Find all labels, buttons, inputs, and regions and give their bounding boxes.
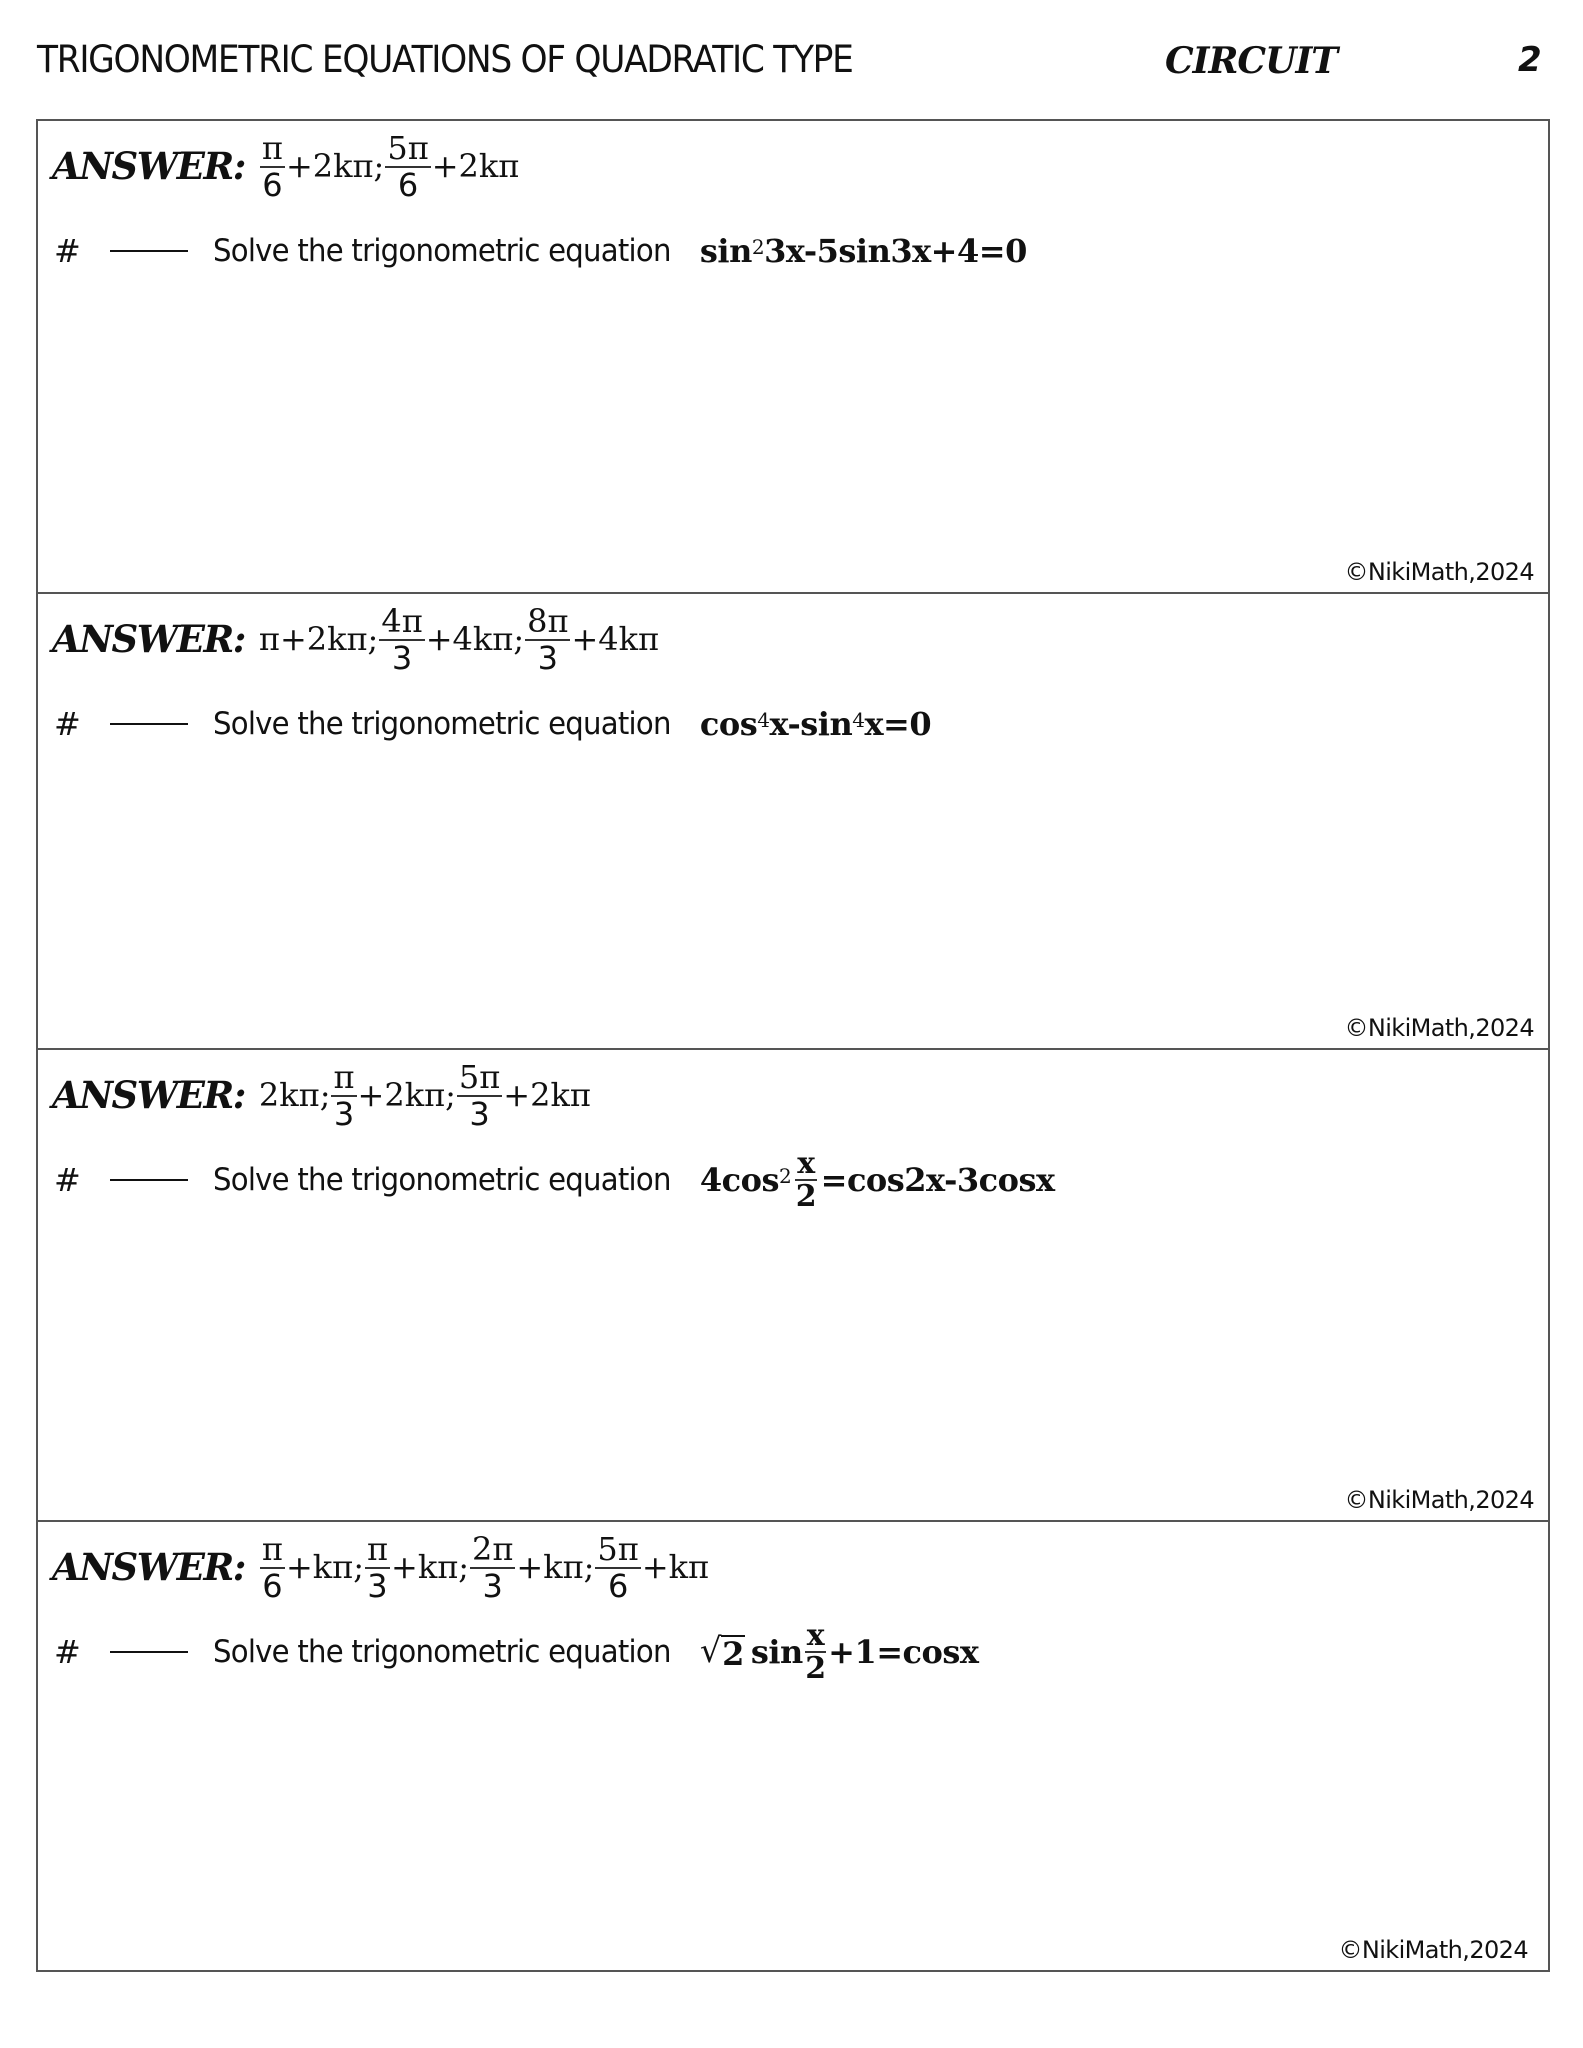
fraction: $\frac{2\pi}{3}$	[472, 1529, 514, 1605]
problem-panel-4	[38, 1522, 1548, 1970]
equation: cos $^4$ x-sin $^4$ x=0	[699, 705, 932, 743]
equation: sin $^2$ 3x-5sin3x+4=0	[699, 232, 1027, 270]
problem-number-placeholder: #	[54, 232, 81, 270]
fraction: $\frac{x}{2}$	[805, 1617, 826, 1686]
answer-value: 2kπ; $\frac{\pi}{3}$ +2kπ; $\frac{5\pi}{3}$ +2kπ	[258, 1057, 591, 1133]
copyright: ©NikiMath,2024	[1344, 1014, 1534, 1042]
problem-panel-2	[38, 594, 1548, 1050]
answer-value: $\frac{\pi}{6}$ +2kπ; $\frac{5\pi}{6}$ +2kπ	[261, 128, 520, 204]
answer-label: ANSWER:	[52, 1545, 245, 1589]
dash-line	[110, 250, 188, 252]
fraction: $\frac{5\pi}{3}$	[458, 1057, 501, 1133]
task-prompt: Solve the trigonometric equation	[213, 1634, 671, 1670]
answer-label: ANSWER:	[52, 1073, 245, 1117]
problem-number-placeholder: #	[54, 1633, 81, 1671]
fraction: $\frac{\pi}{6}$	[261, 1529, 283, 1605]
answer-row	[52, 128, 520, 204]
task-row	[54, 1617, 979, 1686]
page-number: 2	[1518, 40, 1542, 80]
copyright: ©NikiMath,2024	[1344, 1486, 1534, 1514]
equation: √ 2 sin $\frac{x}{2}$ +1=cosx	[699, 1617, 979, 1686]
answer-row	[52, 1529, 710, 1605]
copyright: ©NikiMath,2024	[1338, 1936, 1528, 1964]
task-row	[54, 696, 931, 752]
answer-value: $\frac{\pi}{6}$ +kπ; $\frac{\pi}{3}$ +kπ; $\frac{2\pi}{3}$ +kπ; $\frac{5\pi}{6}$ +kπ	[261, 1529, 710, 1605]
fraction: $\frac{\pi}{3}$	[366, 1529, 388, 1605]
equation: 4cos $^2$ $\frac{x}{2}$ =cos2x-3cosx	[699, 1145, 1055, 1214]
problem-panel-1	[38, 121, 1548, 594]
dash-line	[110, 1179, 188, 1181]
dash-line	[110, 1651, 188, 1653]
answer-label: ANSWER:	[52, 617, 245, 661]
problems-frame	[36, 119, 1550, 1972]
fraction: $\frac{4\pi}{3}$	[381, 601, 423, 677]
brand-label: CIRCUIT	[1165, 40, 1338, 82]
problem-number-placeholder: #	[54, 705, 81, 743]
task-prompt: Solve the trigonometric equation	[213, 233, 671, 269]
page-title: TRIGONOMETRIC EQUATIONS OF QUADRATIC TYPE	[37, 38, 853, 81]
square-root: √ 2	[699, 1631, 744, 1674]
fraction: $\frac{\pi}{6}$	[261, 128, 283, 204]
problem-panel-3	[38, 1050, 1548, 1522]
fraction: $\frac{x}{2}$	[795, 1145, 817, 1214]
fraction: $\frac{\pi}{3}$	[333, 1057, 355, 1133]
dash-line	[110, 723, 188, 725]
task-row	[54, 223, 1027, 279]
task-row	[54, 1145, 1055, 1214]
fraction: $\frac{5\pi}{6}$	[387, 128, 429, 204]
copyright: ©NikiMath,2024	[1344, 558, 1534, 586]
task-prompt: Solve the trigonometric equation	[213, 706, 671, 742]
task-prompt: Solve the trigonometric equation	[213, 1162, 671, 1198]
fraction: $\frac{5\pi}{6}$	[597, 1529, 639, 1605]
answer-label: ANSWER:	[52, 144, 245, 188]
answer-row	[52, 601, 660, 677]
answer-value: π+2kπ; $\frac{4\pi}{3}$ +4kπ; $\frac{8\pi}{3}$ +4kπ	[258, 601, 660, 677]
problem-number-placeholder: #	[54, 1161, 81, 1199]
answer-row	[52, 1057, 591, 1133]
fraction: $\frac{8\pi}{3}$	[527, 601, 569, 677]
